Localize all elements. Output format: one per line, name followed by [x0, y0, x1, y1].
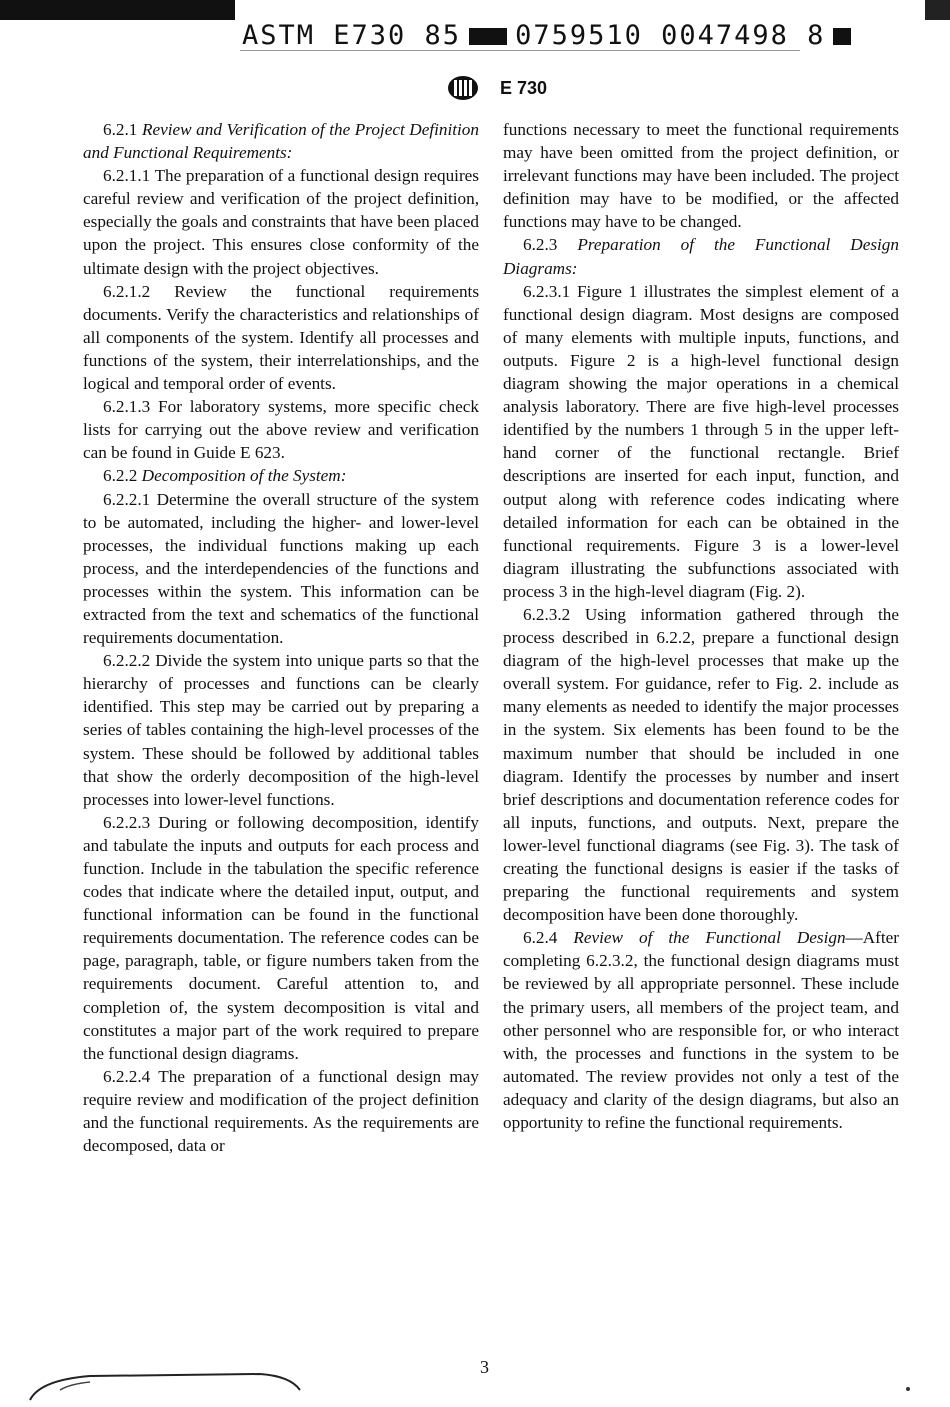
section-number: 6.2.3.1: [523, 281, 571, 301]
paragraph: [83, 280, 479, 395]
paragraph-text: Divide the system into unique parts so that the hierarchy of processes and functions can be clearly identified. This step may be carried out by preparing a series of tables containing the high-level processes of the system. These should be followed by additional tables that show the orderly decomposition of the high-level processes into lower-level functions.: [83, 651, 479, 809]
paragraph-text: After completing 6.2.3.2, the functional design diagrams must be reviewed by all appropriate personnel. These include the primary users, all members of the project team, and other personnel who are responsible for, or who interact with, the processes and functions in the system to be automated. The review provides not only a test of the adequacy and clarity of the design diagrams, but also an opportunity to refine the functional requirements.: [503, 928, 899, 1133]
section-number: 6.2.3: [523, 235, 558, 255]
section-number: 6.2.2.4: [103, 1066, 151, 1086]
paragraph-text: The preparation of a functional design may require review and modification of the project definition and the functional requirements. As the requirements are decomposed, data or: [83, 1066, 479, 1156]
paragraph-text: The preparation of a functional design requires careful review and verification of the project definition, especially the goals and constraints that have been placed upon the project. This ensures close conformity of the ultimate design with the project objectives.: [83, 166, 479, 278]
section-number: 6.2.2.3: [103, 812, 151, 832]
paragraph: [503, 926, 899, 1134]
paragraph: [83, 1065, 479, 1157]
designation-label: E 730: [500, 78, 548, 98]
scan-artifact-curve: [0, 1360, 330, 1407]
document-code-header: [242, 20, 859, 51]
paragraph-text: Figure 1 illustrates the simplest element of a functional design diagram. Most designs are composed of many elements with multiple inputs, functions, and outputs. Figure 2 is a high-level functional design diagram showing the major operations in a chemical analysis laboratory. There are five high-level processes identified by the numbers 1 through 5 in the upper left-hand corner of the functional rectangle. Brief descriptions are inserted for each input, function, and output along with reference codes indicating where detailed information for each can be obtained in the functional requirements. Figure 3 is a lower-level diagram illustrating the subfunctions associated with process 3 in the high-level diagram (Fig. 2).: [503, 281, 900, 601]
scan-dark-band-left: [0, 0, 235, 20]
paragraph: [83, 118, 479, 164]
section-title: Decomposition of the System:: [141, 466, 347, 486]
section-number: 6.2.1.3: [103, 397, 151, 417]
paragraph-text: Review the functional requirements documents. Verify the characteristics and relationships of all components of the system. Identify all processes and functions of the system, their interrelationships, and the logical and temporal order of events.: [83, 281, 480, 394]
paragraph: [83, 464, 479, 487]
paragraph: [83, 395, 479, 464]
left-column: [83, 118, 479, 1157]
section-number: 6.2.2.1: [103, 489, 151, 509]
header-black-block: [469, 28, 507, 45]
paragraph: [503, 603, 899, 926]
section-title: Review of the Functional Design: [573, 928, 846, 948]
section-title: Preparation of the Functional Design Diagrams:: [503, 235, 899, 278]
paragraph-text: Using information gathered through the process described in 6.2.2, prepare a functional design diagram of the high-level processes that make up the overall system. For guidance, refer to Fig. 2. include as many elements as needed to identify the major processes in the system. Six elements has been found to be the maximum number that should be included in one diagram. Identify the processes by number and insert brief descriptions and documentation reference codes for all inputs, functions, and outputs. Next, prepare the lower-level functional diagrams (see Fig. 3). The task of creating the functional designs is easier if the tasks of preparing the functional requirements and system decomposition have been done thoroughly.: [503, 604, 899, 925]
section-number: 6.2.4: [523, 928, 558, 948]
header-black-block-end: [833, 28, 851, 45]
astm-logo-icon: [446, 74, 480, 102]
paragraph: [503, 280, 899, 603]
header-code-left: ASTM E730 85: [242, 20, 462, 51]
title-dash: —: [845, 928, 863, 948]
section-number: 6.2.1.2: [103, 281, 151, 301]
paragraph: [503, 233, 899, 279]
scan-top-border: [0, 0, 950, 20]
scan-light-band: [235, 0, 925, 20]
paragraph: [83, 649, 479, 811]
section-title: Review and Verification of the Project Definition and Functional Requirements:: [83, 120, 479, 163]
paragraph: [83, 488, 479, 650]
paragraph-text: For laboratory systems, more specific check lists for carrying out the above review and verification can be found in Guide E 623.: [83, 397, 479, 463]
header-code-right: 0759510 0047498 8: [515, 20, 826, 51]
section-number: 6.2.1: [103, 120, 138, 139]
paragraph-text: During or following decomposition, identify and tabulate the inputs and outputs for each process and function. Include in the tabulation the specific reference codes that indicate where the detailed input, output, and functional information can be found in the functional requirements documentation. The reference codes can be page, paragraph, table, or figure numbers taken from the requirements document. Careful attention to, and completion of, the system decomposition is vital and constitutes a major part of the work required to prepare the functional design diagrams.: [83, 812, 479, 1063]
page-number: 3: [480, 1357, 489, 1377]
section-number: 6.2.2: [103, 466, 138, 486]
paragraph: [503, 118, 899, 233]
scan-speck: [906, 1387, 910, 1391]
section-number: 6.2.2.2: [103, 651, 151, 671]
header-rule: [240, 50, 800, 51]
section-number: 6.2.3.2: [523, 604, 571, 624]
paragraph: [83, 811, 479, 1065]
scan-dark-band-right: [925, 0, 950, 20]
section-number: 6.2.1.1: [103, 166, 151, 186]
right-column: [503, 118, 899, 1134]
paragraph: [83, 164, 479, 279]
paragraph-text: Determine the overall structure of the system to be automated, including the higher- and lower-level processes, the individual functions making up each process, and the interdependencies of the functions and processes within the system. This information can be extracted from the text and schematics of the functional requirements documentation.: [83, 489, 479, 648]
paragraph-text: functions necessary to meet the functional requirements may have been omitted from the project definition, or irrelevant functions may have been included. The project definition may have to be modified, or the affected functions may have to be changed.: [503, 120, 899, 232]
